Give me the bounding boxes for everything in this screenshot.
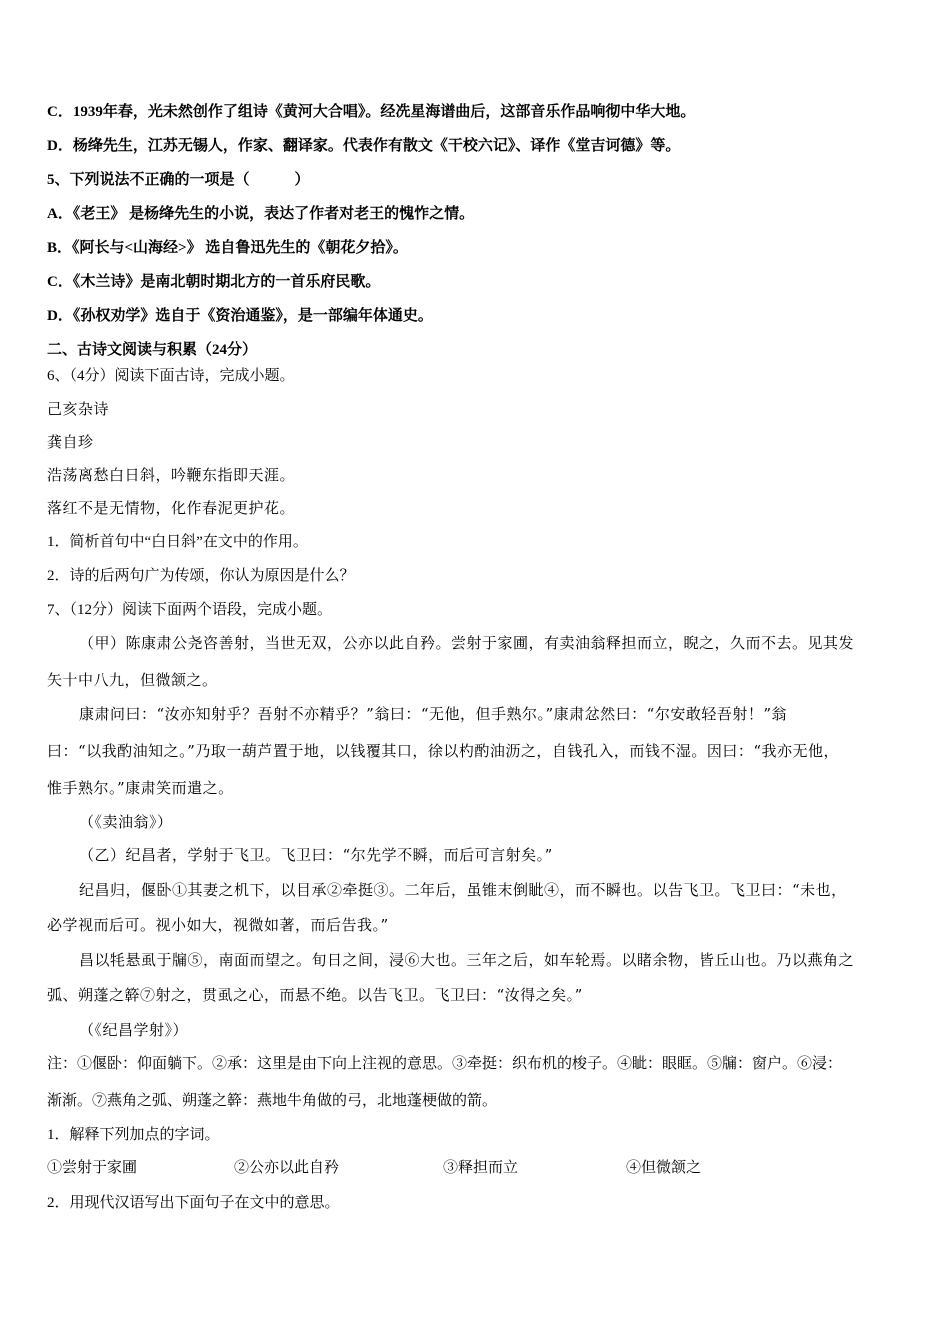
q5-option-c: C．《木兰诗》是南北朝时期北方的一首乐府民歌。	[47, 274, 381, 290]
q7-sub-question-1: 1．解释下列加点的字词。	[47, 1127, 220, 1143]
annotation-line: 注：①偃卧：仰面躺下。②承：这里是由下向上注视的意思。③牵挺：织布机的梭子。④眦：眼眶。⑤牖：窗户。⑥浸：	[47, 1056, 843, 1072]
passage-a-source: （《卖油翁》）	[79, 813, 173, 831]
poem-title: 己亥杂诗	[47, 400, 110, 418]
q5-stem: 5、下列说法不正确的一项是（ ）	[47, 172, 310, 188]
passage-b-line: 昌以牦悬虱于牖⑤，南面而望之。旬日之间，浸⑥大也。三年之后，如车轮焉。以睹余物，皆丘山也。乃以燕角之	[79, 951, 855, 969]
vocab-item-1: ①尝射于家圃	[47, 1160, 138, 1176]
poem-author: 龚自珍	[47, 433, 94, 451]
q5-option-b: B．《阿长与<山海经>》 选自鲁迅先生的《朝花夕拾》。	[47, 240, 408, 256]
annotation-line: 渐渐。⑦燕角之弧、朔蓬之簳：燕地牛角做的弓，北地蓬梗做的箭。	[47, 1093, 498, 1109]
q5-option-d: D．《孙权劝学》选自于《资治通鉴》，是一部编年体通史。	[47, 308, 433, 324]
q6-sub-question-1: 1．简析首句中“白日斜”在文中的作用。	[47, 534, 308, 550]
vocab-item-4: ④但微颔之	[626, 1160, 702, 1176]
section-2-title: 二、古诗文阅读与积累（24分）	[47, 342, 258, 358]
q7-sub-question-2: 2．用现代汉语写出下面句子在文中的意思。	[47, 1195, 340, 1211]
passage-a-line: 曰：“以我酌油知之。”乃取一葫芦置于地，以钱覆其口，徐以杓酌油沥之，自钱孔入，而钱不湿。因曰：“我亦无他，	[47, 742, 840, 760]
q7-stem: 7、（12分）阅读下面两个语段，完成小题。	[47, 602, 333, 618]
passage-b-line: 纪昌归，偃卧①其妻之机下，以目承②牵挺③。二年后，虽锥末倒眦④，而不瞬也。以告飞卫。飞卫曰：“未也，	[79, 881, 847, 899]
q4-option-d: D．杨绛先生，江苏无锡人，作家、翻译家。代表作有散文《干校六记》、译作《堂吉诃德》等。	[47, 138, 681, 154]
passage-b-line: 必学视而后可。视小如大，视微如著，而后告我。”	[47, 916, 389, 934]
q6-stem: 6、（4分）阅读下面古诗，完成小题。	[47, 368, 295, 384]
passage-b-line: 弧、朔蓬之簳⑦射之，贯虱之心，而悬不绝。以告飞卫。飞卫曰：“汝得之矣。”	[47, 986, 583, 1004]
poem-line-2: 落红不是无情物，化作春泥更护花。	[47, 499, 296, 517]
q4-option-c: C．1939年春，光未然创作了组诗《黄河大合唱》。经冼星海谱曲后，这部音乐作品响彻中华大地。	[47, 104, 696, 120]
passage-a-line: 惟手熟尔。”康肃笑而遣之。	[47, 779, 234, 797]
q6-sub-question-2: 2．诗的后两句广为传颂，你认为原因是什么？	[47, 568, 355, 584]
passage-a-line: 康肃问曰：“汝亦知射乎？吾射不亦精乎？”翁曰：“无他，但手熟尔。”康肃忿然曰：“尔安敢轻吾射！”翁	[79, 705, 788, 723]
vocab-item-3: ③释担而立	[443, 1160, 519, 1176]
passage-b-line: （乙）纪昌者，学射于飞卫。飞卫曰：“尔先学不瞬，而后可言射矣。”	[79, 846, 553, 864]
passage-a-line: （甲）陈康肃公尧咨善射，当世无双，公亦以此自矜。尝射于家圃，有卖油翁释担而立，睨之，久而不去。见其发	[79, 634, 855, 652]
q5-option-a: A．《老王》 是杨绛先生的小说，表达了作者对老王的愧怍之情。	[47, 206, 475, 222]
vocab-item-2: ②公亦以此自矜	[234, 1160, 340, 1176]
passage-b-source: （《纪昌学射》）	[79, 1021, 189, 1039]
passage-a-line: 矢十中八九，但微颔之。	[47, 671, 218, 689]
poem-line-1: 浩荡离愁白日斜，吟鞭东指即天涯。	[47, 466, 296, 484]
